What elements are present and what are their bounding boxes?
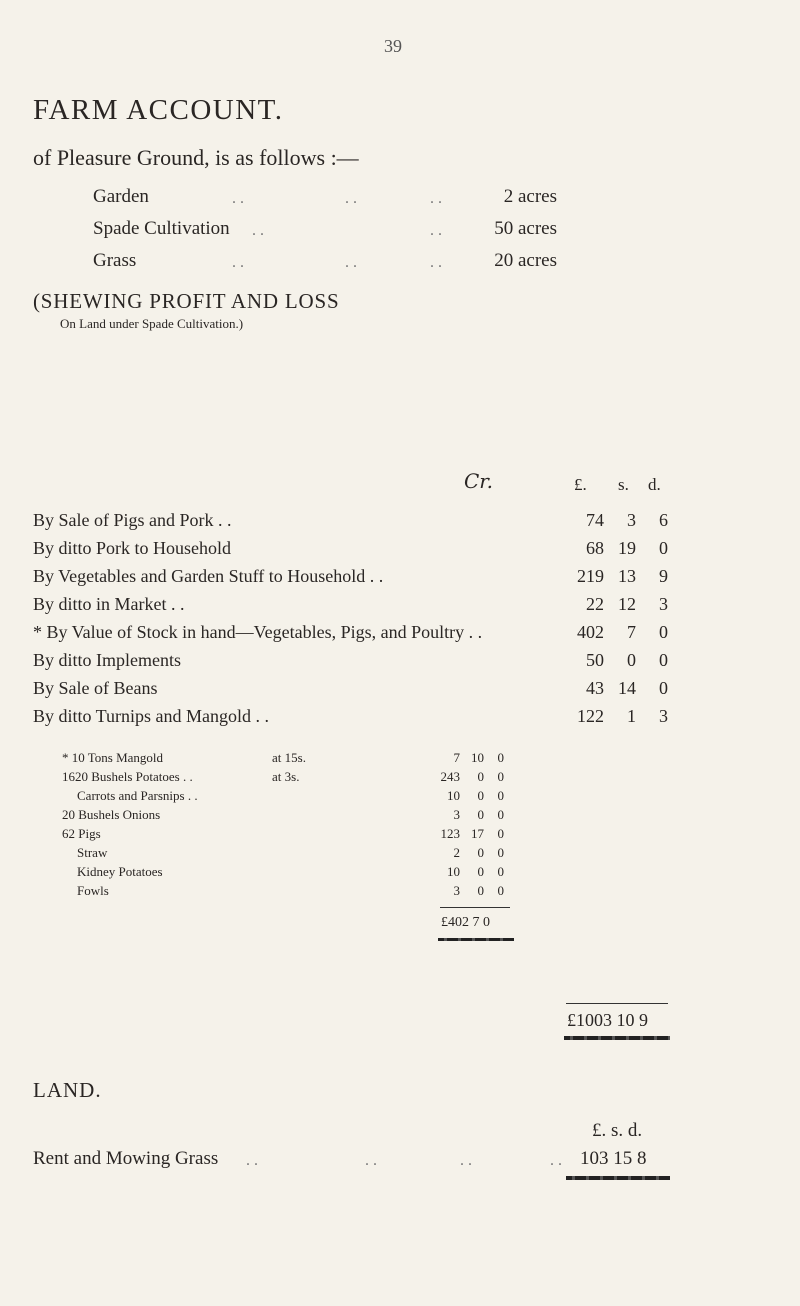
- leader-dots: . .: [430, 190, 442, 207]
- area-value: 2 acres: [503, 186, 557, 207]
- land-column-headers: £. s. d.: [592, 1120, 643, 1141]
- stock-item-pounds: 3: [453, 807, 460, 822]
- stock-item-pence: 0: [497, 883, 504, 898]
- entry-pounds: 74: [586, 510, 604, 530]
- entry-pence: 0: [659, 678, 668, 698]
- leader-dots: . .: [345, 190, 357, 207]
- entry-pounds: 402: [577, 622, 604, 642]
- leader-dots: . .: [232, 254, 244, 271]
- entry-pounds: 122: [577, 706, 604, 726]
- entry-shillings: 0: [627, 650, 636, 670]
- stock-total-double-rule: [438, 938, 514, 941]
- intro-text: of Pleasure Ground, is as follows :—: [33, 145, 359, 170]
- pence-column-header: d.: [648, 475, 661, 494]
- stock-item-pounds: 123: [440, 826, 460, 841]
- entry-shillings: 1: [627, 706, 636, 726]
- account-entry-label: By Sale of Pigs and Pork . .: [33, 510, 232, 530]
- account-entry-label: By ditto Pork to Household: [33, 538, 232, 558]
- area-value: 50 acres: [494, 218, 557, 239]
- account-entry-label: By Vegetables and Garden Stuff to Household . .: [33, 566, 384, 586]
- entry-shillings: 19: [618, 538, 636, 558]
- stock-item-shillings: 0: [477, 807, 484, 822]
- entry-pence: 0: [659, 622, 668, 642]
- shillings-column-header: s.: [618, 475, 629, 494]
- stock-item-shillings: 0: [477, 845, 484, 860]
- leader-dots: . .: [460, 1152, 472, 1169]
- entry-shillings: 14: [618, 678, 636, 698]
- stock-item-pence: 0: [497, 788, 504, 803]
- area-row: [93, 218, 230, 240]
- entry-pence: 3: [659, 594, 668, 614]
- area-label: Garden: [93, 186, 149, 207]
- stock-item-pounds: 3: [453, 883, 460, 898]
- land-heading: LAND.: [33, 1078, 102, 1102]
- entry-pence: 9: [659, 566, 668, 586]
- leader-dots: . .: [550, 1152, 562, 1169]
- entry-pounds: 68: [586, 538, 604, 558]
- stock-total-rule: [440, 907, 510, 908]
- stock-item-pence: 0: [497, 845, 504, 860]
- pounds-column-header: £.: [574, 475, 587, 494]
- stock-item-shillings: 0: [477, 864, 484, 879]
- credit-label: Cr.: [464, 469, 494, 493]
- grand-total-double-rule: [564, 1036, 670, 1040]
- leader-dots: . .: [430, 222, 442, 239]
- area-row: [93, 186, 149, 208]
- stock-item-pounds: 2: [453, 845, 460, 860]
- entry-pounds: 50: [586, 650, 604, 670]
- stock-item-label: Carrots and Parsnips . .: [77, 788, 198, 803]
- stock-item-label: * 10 Tons Mangold: [62, 750, 164, 765]
- stock-item-label: 20 Bushels Onions: [62, 807, 161, 822]
- section-subheading: On Land under Spade Cultivation.): [60, 316, 244, 331]
- entry-pounds: 219: [577, 566, 604, 586]
- land-entry-label: Rent and Mowing Grass: [33, 1148, 219, 1169]
- entry-shillings: 7: [627, 622, 636, 642]
- account-entry-label: * By Value of Stock in hand—Vegetables, Pigs, and Poultry . .: [33, 622, 483, 642]
- entry-pounds: 43: [586, 678, 604, 698]
- stock-item-pence: 0: [497, 807, 504, 822]
- leader-dots: . .: [246, 1152, 258, 1169]
- stock-item-shillings: 0: [477, 788, 484, 803]
- grand-total-rule: [566, 1003, 668, 1004]
- stock-item-pence: 0: [497, 750, 504, 765]
- land-entry-amount: 103 15 8: [580, 1148, 647, 1169]
- stock-item-label: Fowls: [77, 883, 109, 898]
- stock-item-rate: at 3s.: [272, 769, 300, 784]
- grand-total: £1003 10 9: [567, 1010, 648, 1030]
- account-entry-label: By ditto Turnips and Mangold . .: [33, 706, 270, 726]
- stock-item-pounds: 10: [447, 864, 460, 879]
- entry-shillings: 3: [627, 510, 636, 530]
- land-double-rule: [566, 1176, 670, 1180]
- account-entry-label: By ditto in Market . .: [33, 594, 185, 614]
- entry-shillings: 13: [618, 566, 636, 586]
- area-value: 20 acres: [494, 250, 557, 271]
- entry-shillings: 12: [618, 594, 636, 614]
- stock-item-pence: 0: [497, 826, 504, 841]
- page-title: FARM ACCOUNT.: [33, 94, 284, 126]
- stock-item-label: 1620 Bushels Potatoes . .: [62, 769, 193, 784]
- leader-dots: . .: [345, 254, 357, 271]
- stock-item-rate: at 15s.: [272, 750, 306, 765]
- leader-dots: . .: [252, 222, 264, 239]
- section-heading: (SHEWING PROFIT AND LOSS: [33, 289, 340, 313]
- stock-item-pence: 0: [497, 864, 504, 879]
- page-number: 39: [384, 36, 402, 56]
- stock-item-pounds: 243: [440, 769, 460, 784]
- stock-item-pence: 0: [497, 769, 504, 784]
- stock-item-pounds: 7: [453, 750, 460, 765]
- stock-item-label: 62 Pigs: [62, 826, 101, 841]
- stock-item-shillings: 0: [477, 883, 484, 898]
- stock-item-shillings: 10: [471, 750, 484, 765]
- stock-item-label: Kidney Potatoes: [77, 864, 163, 879]
- account-entry-label: By ditto Implements: [33, 650, 181, 670]
- stock-item-label: Straw: [77, 845, 108, 860]
- entry-pence: 0: [659, 538, 668, 558]
- stock-item-shillings: 0: [477, 769, 484, 784]
- entry-pounds: 22: [586, 594, 604, 614]
- leader-dots: . .: [365, 1152, 377, 1169]
- account-entry-label: By Sale of Beans: [33, 678, 158, 698]
- entry-pence: 6: [659, 510, 668, 530]
- stock-item-pounds: 10: [447, 788, 460, 803]
- leader-dots: . .: [232, 190, 244, 207]
- area-label: Spade Cultivation: [93, 218, 230, 239]
- area-row: [93, 250, 136, 272]
- leader-dots: . .: [430, 254, 442, 271]
- stock-total: £402 7 0: [441, 915, 490, 930]
- area-label: Grass: [93, 250, 137, 271]
- entry-pence: 3: [659, 706, 668, 726]
- entry-pence: 0: [659, 650, 668, 670]
- stock-item-shillings: 17: [471, 826, 484, 841]
